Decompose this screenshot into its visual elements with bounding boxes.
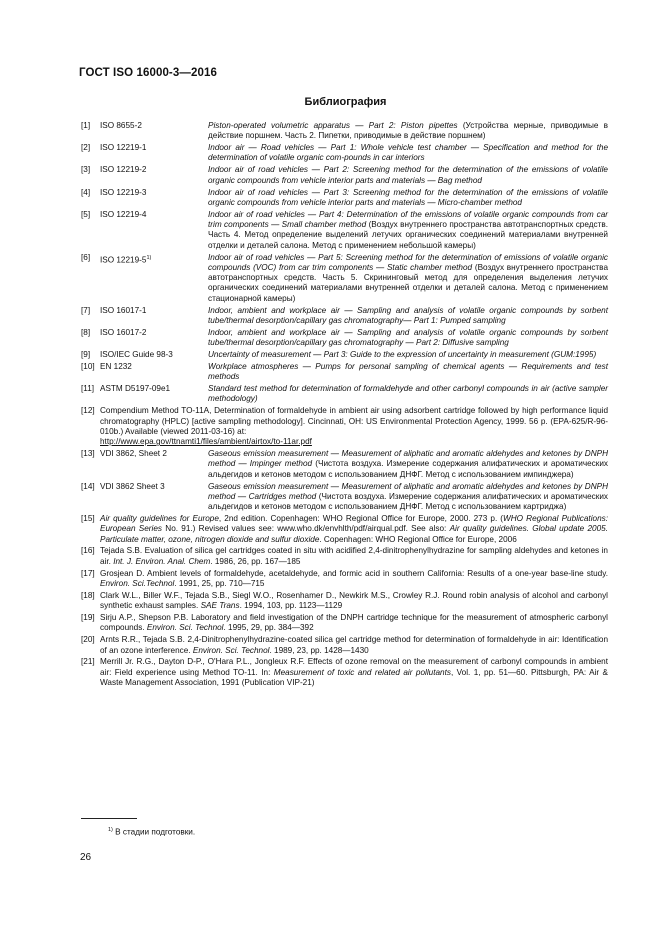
bib-entry <box>81 635 608 656</box>
entry-number: [11] <box>81 384 95 394</box>
entry-description <box>208 210 608 251</box>
bib-entry <box>81 253 608 304</box>
entry-link[interactable]: http://www.epa.gov/ttnamti1/files/ambient/airtox/to-11ar.pdf <box>100 437 312 447</box>
entry-number: [18] <box>81 590 95 600</box>
entry-number: [13] <box>81 449 95 459</box>
footnote-divider <box>81 818 137 819</box>
entry-description <box>100 514 608 545</box>
entry-code <box>100 143 208 164</box>
entry-description <box>208 188 608 209</box>
bib-entry <box>81 328 608 349</box>
entry-number: [2] <box>81 143 91 153</box>
entry-journal: Environ. Sci.Technol <box>100 578 175 588</box>
entry-journal: Int. J. Environ. Anal. Chem <box>113 556 211 566</box>
bib-entry <box>81 350 608 360</box>
bib-entry <box>81 210 608 251</box>
entry-description <box>100 657 608 688</box>
entry-text: Tejada S.B. Evaluation of silica gel cartridges coated in situ with acidified 2,4-dinitrophenylhydrazine for sampling aldehydes and ketones in air. <box>100 546 608 566</box>
bibliography-title: Библиография <box>304 96 387 108</box>
entry-code-text: ISO 16017-1 <box>100 305 147 315</box>
entry-code-text: ISO 12219-4 <box>100 209 147 219</box>
entry-number: [12] <box>81 406 95 416</box>
entry-description <box>100 591 608 612</box>
footnote-text: В стадии подготовки. <box>112 827 196 837</box>
entry-code-text: VDI 3862 Sheet 3 <box>100 481 165 491</box>
entry-journal: Environ. Sci. Technol <box>146 623 224 633</box>
entry-code <box>100 362 208 383</box>
entry-note: (Чистота воздуха. Измерение содержания алифатических и ароматических альдегидов и кетонов методом с использованием ДНФГ. Метод с использованием картриджа) <box>208 491 608 512</box>
entry-text: . Copenhagen: WHO Regional Office for Europe, 2006 <box>319 534 517 544</box>
entry-description <box>208 306 608 327</box>
entry-number: [14] <box>81 481 95 491</box>
bib-entry <box>81 188 608 209</box>
entry-code-text: ISO/IEC Guide 98-3 <box>100 349 173 359</box>
entry-code-text: ISO 16017-2 <box>100 327 147 337</box>
entry-number: [19] <box>81 613 95 623</box>
entry-text: , Vol. 1, pp. 51—60. Pittsburgh, PA: Air & Waste Management Association, 1991 (Publication VIP-21) <box>100 667 608 688</box>
entry-text: Sirju A.P., Shepson P.B. Laboratory and field investigation of the DNPH cartridge technique for the measurement of atmospheric carbonyl compounds. <box>100 613 608 633</box>
bibliography-list <box>81 121 608 690</box>
entry-description <box>208 350 608 360</box>
bib-entry <box>81 514 608 545</box>
entry-number: [4] <box>81 187 91 197</box>
entry-number: [20] <box>81 635 95 645</box>
entry-number: [1] <box>81 121 91 130</box>
entry-code <box>100 350 208 360</box>
entry-code <box>100 482 208 513</box>
entry-code-text: ISO 8655-2 <box>100 121 142 130</box>
bib-entry <box>81 406 608 447</box>
entry-text: Arnts R.R., Tejada S.B. 2,4-Dinitrophenylhydrazine-coated silica gel cartridge method for determination of formaldehyde in air: Identification of an ozone interference. <box>100 635 608 655</box>
entry-title: Indoor air of road vehicles — Part 3: Screening method for the determination of the emissions of volatile organic compounds from vehicle interior parts and materials — Micro-chamber method <box>208 187 608 207</box>
entry-code-text: ISO 12219-3 <box>100 187 147 197</box>
entry-number: [8] <box>81 327 91 337</box>
bib-entry <box>81 306 608 327</box>
entry-title: Air quality guidelines. Global update 2005. Particulate matter, ozone, nitrogen dioxide and sulfur dioxide <box>100 524 608 544</box>
footnote-mark: 1) <box>108 827 113 833</box>
entry-code-text: ISO 12219-2 <box>100 165 147 175</box>
entry-description <box>208 143 608 164</box>
entry-code <box>100 328 208 349</box>
entry-text: . 1994, 103, pp. 1123—1129 <box>239 601 343 611</box>
entry-title: Indoor air of road vehicles — Part 2: Screening method for the determination of the emissions of volatile organic compounds from vehicle interior parts and materials — Bag method <box>208 165 608 185</box>
entry-number: [9] <box>81 349 91 359</box>
entry-text: No. 91.) Revised values see: www.who.dk/envhlth/pdf/airqual.pdf. See also: <box>162 524 450 534</box>
entry-title: Indoor air — Road vehicles — Part 1: Whole vehicle test chamber — Specification and method for the determination of volatile organic com-pounds in car interiors <box>208 143 608 163</box>
entry-number: [10] <box>81 361 95 371</box>
bib-entry <box>81 449 608 480</box>
entry-number: [7] <box>81 305 91 315</box>
entry-code <box>100 165 208 186</box>
entry-code-text: ISO 12219-1 <box>100 143 147 153</box>
entry-series: WHO Regional Publications: European Series <box>100 514 608 534</box>
bib-entry <box>81 165 608 186</box>
entry-title: Uncertainty of measurement — Part 3: Guide to the expression of uncertainty in measurement (GUM:1995) <box>208 349 597 359</box>
entry-title: Gaseous emission measurement — Measurement of aliphatic and aromatic aldehydes and ketones by DNPH method — Impinger method <box>208 449 608 469</box>
entry-title: Workplace atmospheres — Pumps for personal sampling of chemical agents — Requirements and test methods <box>208 361 608 382</box>
entry-journal: Environ. Sci. Technol <box>192 645 270 655</box>
entry-note: (Воздух внутреннего пространства автотранспортных средств. Часть 5. Скрининговый метод для определения выделения летучих органических соединений материалами внутренней отделки и деталей салона. Метод с применением стационарной камеры) <box>208 262 608 303</box>
entry-text: , 2nd edition. Copenhagen: WHO Regional Office for Europe, 2000. 273 p. ( <box>218 514 504 523</box>
entry-text: . 1995, 29, pp. 384—392 <box>223 623 314 633</box>
entry-journal: Measurement of toxic and related air pollutants <box>273 667 451 677</box>
entry-description <box>100 569 608 590</box>
bib-entry <box>81 143 608 164</box>
entry-text: Merrill Jr. R.G., Dayton D-P., O'Hara P.L., Jongleux R.F. Effects of ozone removal on the measurement of carbonyl compounds in ambient air: Field experience using Method TO-11. In: <box>100 657 608 677</box>
entry-note: (Воздух внутреннего пространства автотранспортных средств. Часть 4. Метод определение выделений летучих органических соединений материалами внутренней отделки и деталей салона. Метод с применением небольшой камеры) <box>208 220 608 250</box>
entry-number: [16] <box>81 546 95 556</box>
entry-title: Standard test method for determination of formaldehyde and other carbonyl compounds in air (active sampler methodology) <box>208 384 608 404</box>
entry-description <box>100 613 608 634</box>
entry-code <box>100 210 208 251</box>
bib-entry <box>81 546 608 567</box>
entry-description <box>208 384 608 405</box>
entry-text: . 1986, 26, pp. 167—185 <box>210 556 301 566</box>
entry-text: . 1989, 23, pp. 1428—1430 <box>269 645 369 655</box>
entry-description <box>208 121 608 142</box>
footnote <box>108 827 195 837</box>
entry-title: Indoor, ambient and workplace air — Sampling and analysis of volatile organic compounds by sorbent tube/thermal desorption/capillary gas chromatography— Part 1: Pumped sampling <box>208 305 608 325</box>
entry-text: Grosjean D. Ambient levels of formaldehyde, acetaldehyde, and formic acid in southern California: Results of a one-year base-line study. <box>100 568 608 578</box>
entry-description <box>100 406 608 447</box>
entry-number: [17] <box>81 568 95 578</box>
entry-code-text: VDI 3862, Sheet 2 <box>100 449 167 459</box>
entry-description <box>208 328 608 349</box>
bib-entry <box>81 384 608 405</box>
bib-entry <box>81 569 608 590</box>
entry-description <box>100 546 608 567</box>
entry-description <box>208 482 608 513</box>
bib-entry <box>81 591 608 612</box>
entry-code <box>100 253 208 304</box>
entry-note: (Чистота воздуха. Измерение содержания алифатических и ароматических альдегидов и кетонов методом с использованием ДНФГ. Метод с использованием импинджера) <box>208 459 609 479</box>
entry-note: (Устройства мерные, приводимые в действие поршнем. Часть 2. Пипетки, приводимые в действие поршнем) <box>208 121 608 141</box>
bib-entry <box>81 482 608 513</box>
entry-description <box>208 362 608 383</box>
entry-code <box>100 449 208 480</box>
entry-title: Gaseous emission measurement — Measurement of aliphatic and aromatic aldehydes and ketones by DNPH method — Cartridges method <box>208 481 608 501</box>
bib-entry <box>81 121 608 142</box>
entry-description <box>208 253 608 304</box>
entry-text: Clark W.L., Biller W.F., Tejada S.B., Siegl W.O., Rosenhamer D., Newkirk M.S., Crowley R.J. Round robin analysis of alcohol and carbonyl synthetic exhaust samples. <box>100 590 608 611</box>
entry-number: [6] <box>81 252 91 262</box>
entry-title: Indoor air of road vehicles — Part 5: Screening method for the determination of emissions of volatile organic compounds (VOC) from car trim components — Static chamber method <box>208 252 608 272</box>
entry-code-text: ASTM D5197-09e1 <box>100 384 171 394</box>
bib-entry <box>81 613 608 634</box>
entry-code <box>100 306 208 327</box>
entry-code <box>100 384 208 405</box>
page-number: 26 <box>80 852 92 863</box>
entry-code <box>100 121 208 142</box>
entry-journal: SAE Trans <box>200 601 240 611</box>
document-header: ГОСТ ISO 16000-3—2016 <box>79 67 217 79</box>
entry-number: [15] <box>81 514 95 523</box>
entry-title: Piston-operated volumetric apparatus — Part 2: Piston pipettes <box>208 121 458 130</box>
entry-number: [3] <box>81 165 91 175</box>
entry-code-text: ISO 12219-5 <box>100 255 147 265</box>
entry-title: Air quality guidelines for Europe <box>100 514 219 523</box>
entry-number: [21] <box>81 657 95 667</box>
entry-title: Indoor, ambient and workplace air — Sampling and analysis of volatile organic compounds by sorbent tube/thermal desorption/capillary gas chromatography — Part 2: Diffusive sampling <box>208 327 608 348</box>
entry-description <box>208 449 608 480</box>
entry-code <box>100 188 208 209</box>
entry-title: Indoor air of road vehicles — Part 4: Determination of the emissions of volatile organic compounds from car trim components — Small chamber method <box>208 209 608 230</box>
bib-entry <box>81 657 608 688</box>
entry-description <box>100 635 608 656</box>
entry-text: . 1991, 25, pp. 710—715 <box>174 578 265 588</box>
entry-code-text: EN 1232 <box>100 361 132 371</box>
entry-footnote-mark: 1) <box>146 254 152 261</box>
bib-entry <box>81 362 608 383</box>
entry-number: [5] <box>81 209 91 219</box>
entry-text: Compendium Method TO-11A, Determination of formaldehyde in ambient air using adsorbent cartridge followed by high performance liquid chromatography (HPLC) [active sampling methodology]. Cincinnati, OH: US Environmental Protection Agency, 1999. 56 p. (EPA-625/R-96-010b.) Available (viewed 2011-03-16) at: <box>100 406 608 436</box>
entry-description <box>208 165 608 186</box>
